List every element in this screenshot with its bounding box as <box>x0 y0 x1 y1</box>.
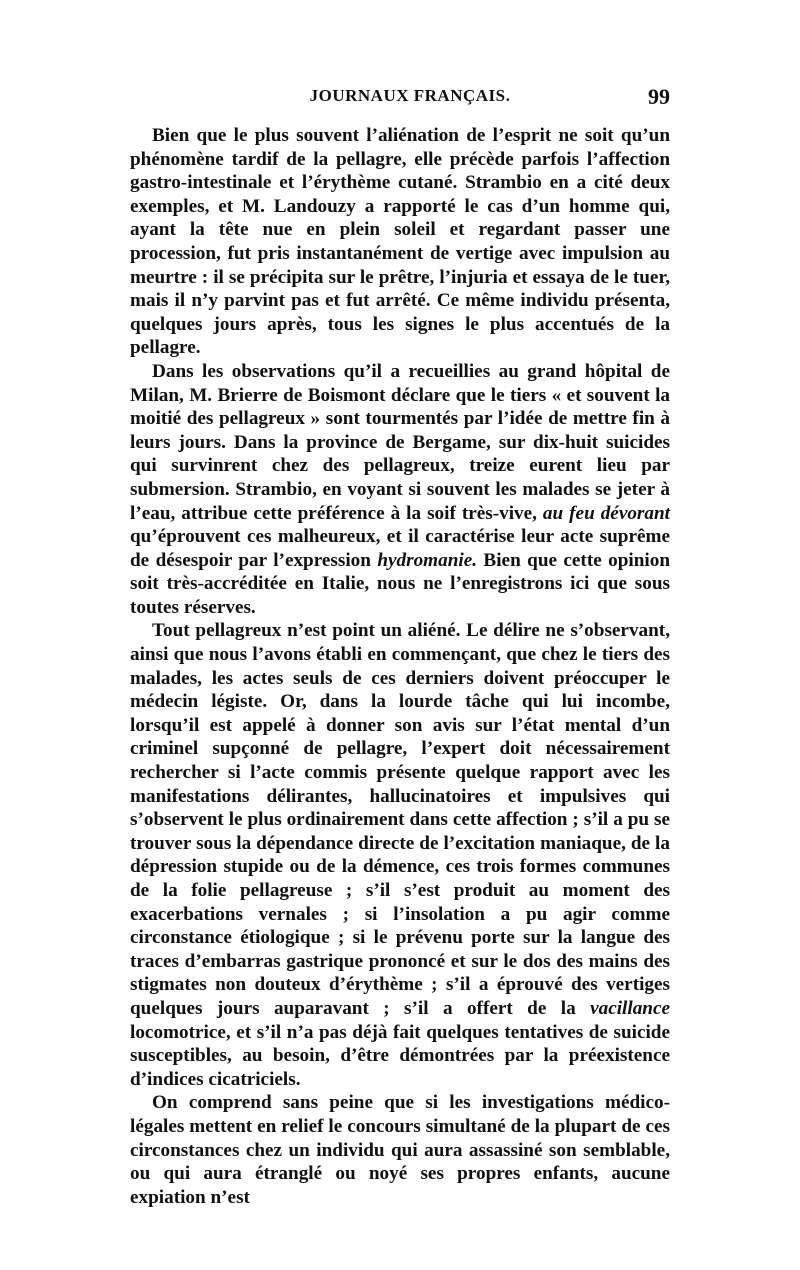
paragraph <box>130 360 670 620</box>
paragraph <box>130 124 670 360</box>
page-header <box>130 86 670 118</box>
italic-segment: vacillance <box>590 997 670 1019</box>
page-number: 99 <box>648 84 670 109</box>
text-segment: On comprend sans peine que si les investigations médico-légales mettent en relief le concours simultané de la plupart de ces circonstances chez un individu qui aura assassiné son semblable, ou qui aura étranglé ou noyé ses propres enfants, aucune expiation n’est <box>130 1092 670 1208</box>
paragraph <box>130 619 670 1091</box>
body-text <box>130 124 670 1209</box>
text-segment: locomotrice, et s’il n’a pas déjà fait quelques tentatives de suicide susceptibles, au besoin, d’être démontrées par la préexistence d’indices cicatriciels. <box>130 1021 670 1090</box>
text-segment: Bien que cette opinion soit très-accréditée en Italie, nous ne l’enregistrons ici que sous toutes réserves. <box>130 549 670 618</box>
running-head: JOURNAUX FRANÇAIS. <box>309 86 511 105</box>
text-segment: Tout pellagreux n’est point un aliéné. Le délire ne s’observant, ainsi que nous l’avons établi en commençant, que chez le tiers des malades, les actes seuls de ces derniers doivent préoccuper le médecin légiste. Or, dans la lourde tâche qui lui incombe, lorsqu’il est appelé à donner son avis sur l’état mental d’un criminel supçonné de pellagre, l’expert doit nécessairement rechercher si l’acte commis présente quelque rapport avec les manifestations délirantes, hallucinatoires et impulsives qui s’observent le plus ordinairement dans cette affection ; s’il a pu se trouver sous la dépendance directe de l’excitation maniaque, de la dépression stupide ou de la démence, ces trois formes communes de la folie pellagreuse ; s’il s’est produit au moment des exacerbations vernales ; si l’insolation a pu agir comme circonstance étiologique ; si le prévenu porte sur la langue des traces d’embarras gastrique prononcé et sur le dos des mains des stigmates non douteux d’érythème ; s’il a éprouvé des vertiges quelques jours auparavant ; s’il a offert de la <box>130 620 670 1019</box>
text-segment: qu’éprouvent ces malheureux, et il caractérise leur acte suprême de désespoir par l’expression <box>130 526 670 571</box>
paragraph <box>130 1091 670 1209</box>
text-segment: Bien que le plus souvent l’aliénation de l’esprit ne soit qu’un phénomène tardif de la pellagre, elle précède parfois l’affection gastro-intestinale et l’érythème cutané. Strambio en a cité deux exemples, et M. Landouzy a rapporté le cas d’un homme qui, ayant la tête nue en plein soleil et regardant passer une procession, fut pris instantanément de vertige avec impulsion au meurtre : il se précipita sur le prêtre, l’injuria et essaya de le tuer, mais il n’y parvint pas et fut arrêté. Ce même individu présenta, quelques jours après, tous les signes le plus accentués de la pellagre. <box>130 125 670 359</box>
italic-segment: hydromanie. <box>377 549 478 571</box>
text-segment: Dans les observations qu’il a recueillies au grand hôpital de Milan, M. Brierre de Boismont déclare que le tiers « et souvent la moitié des pellagreux » sont tourmentés par l’idée de mettre fin à leurs jours. Dans la province de Bergame, sur dix-huit suicides qui survinrent chez des pellagreux, treize eurent lieu par submersion. Strambio, en voyant si souvent les malades se jeter à l’eau, attribue cette préférence à la soif très-vive, <box>130 360 670 524</box>
italic-segment: au feu dévorant <box>542 502 670 524</box>
